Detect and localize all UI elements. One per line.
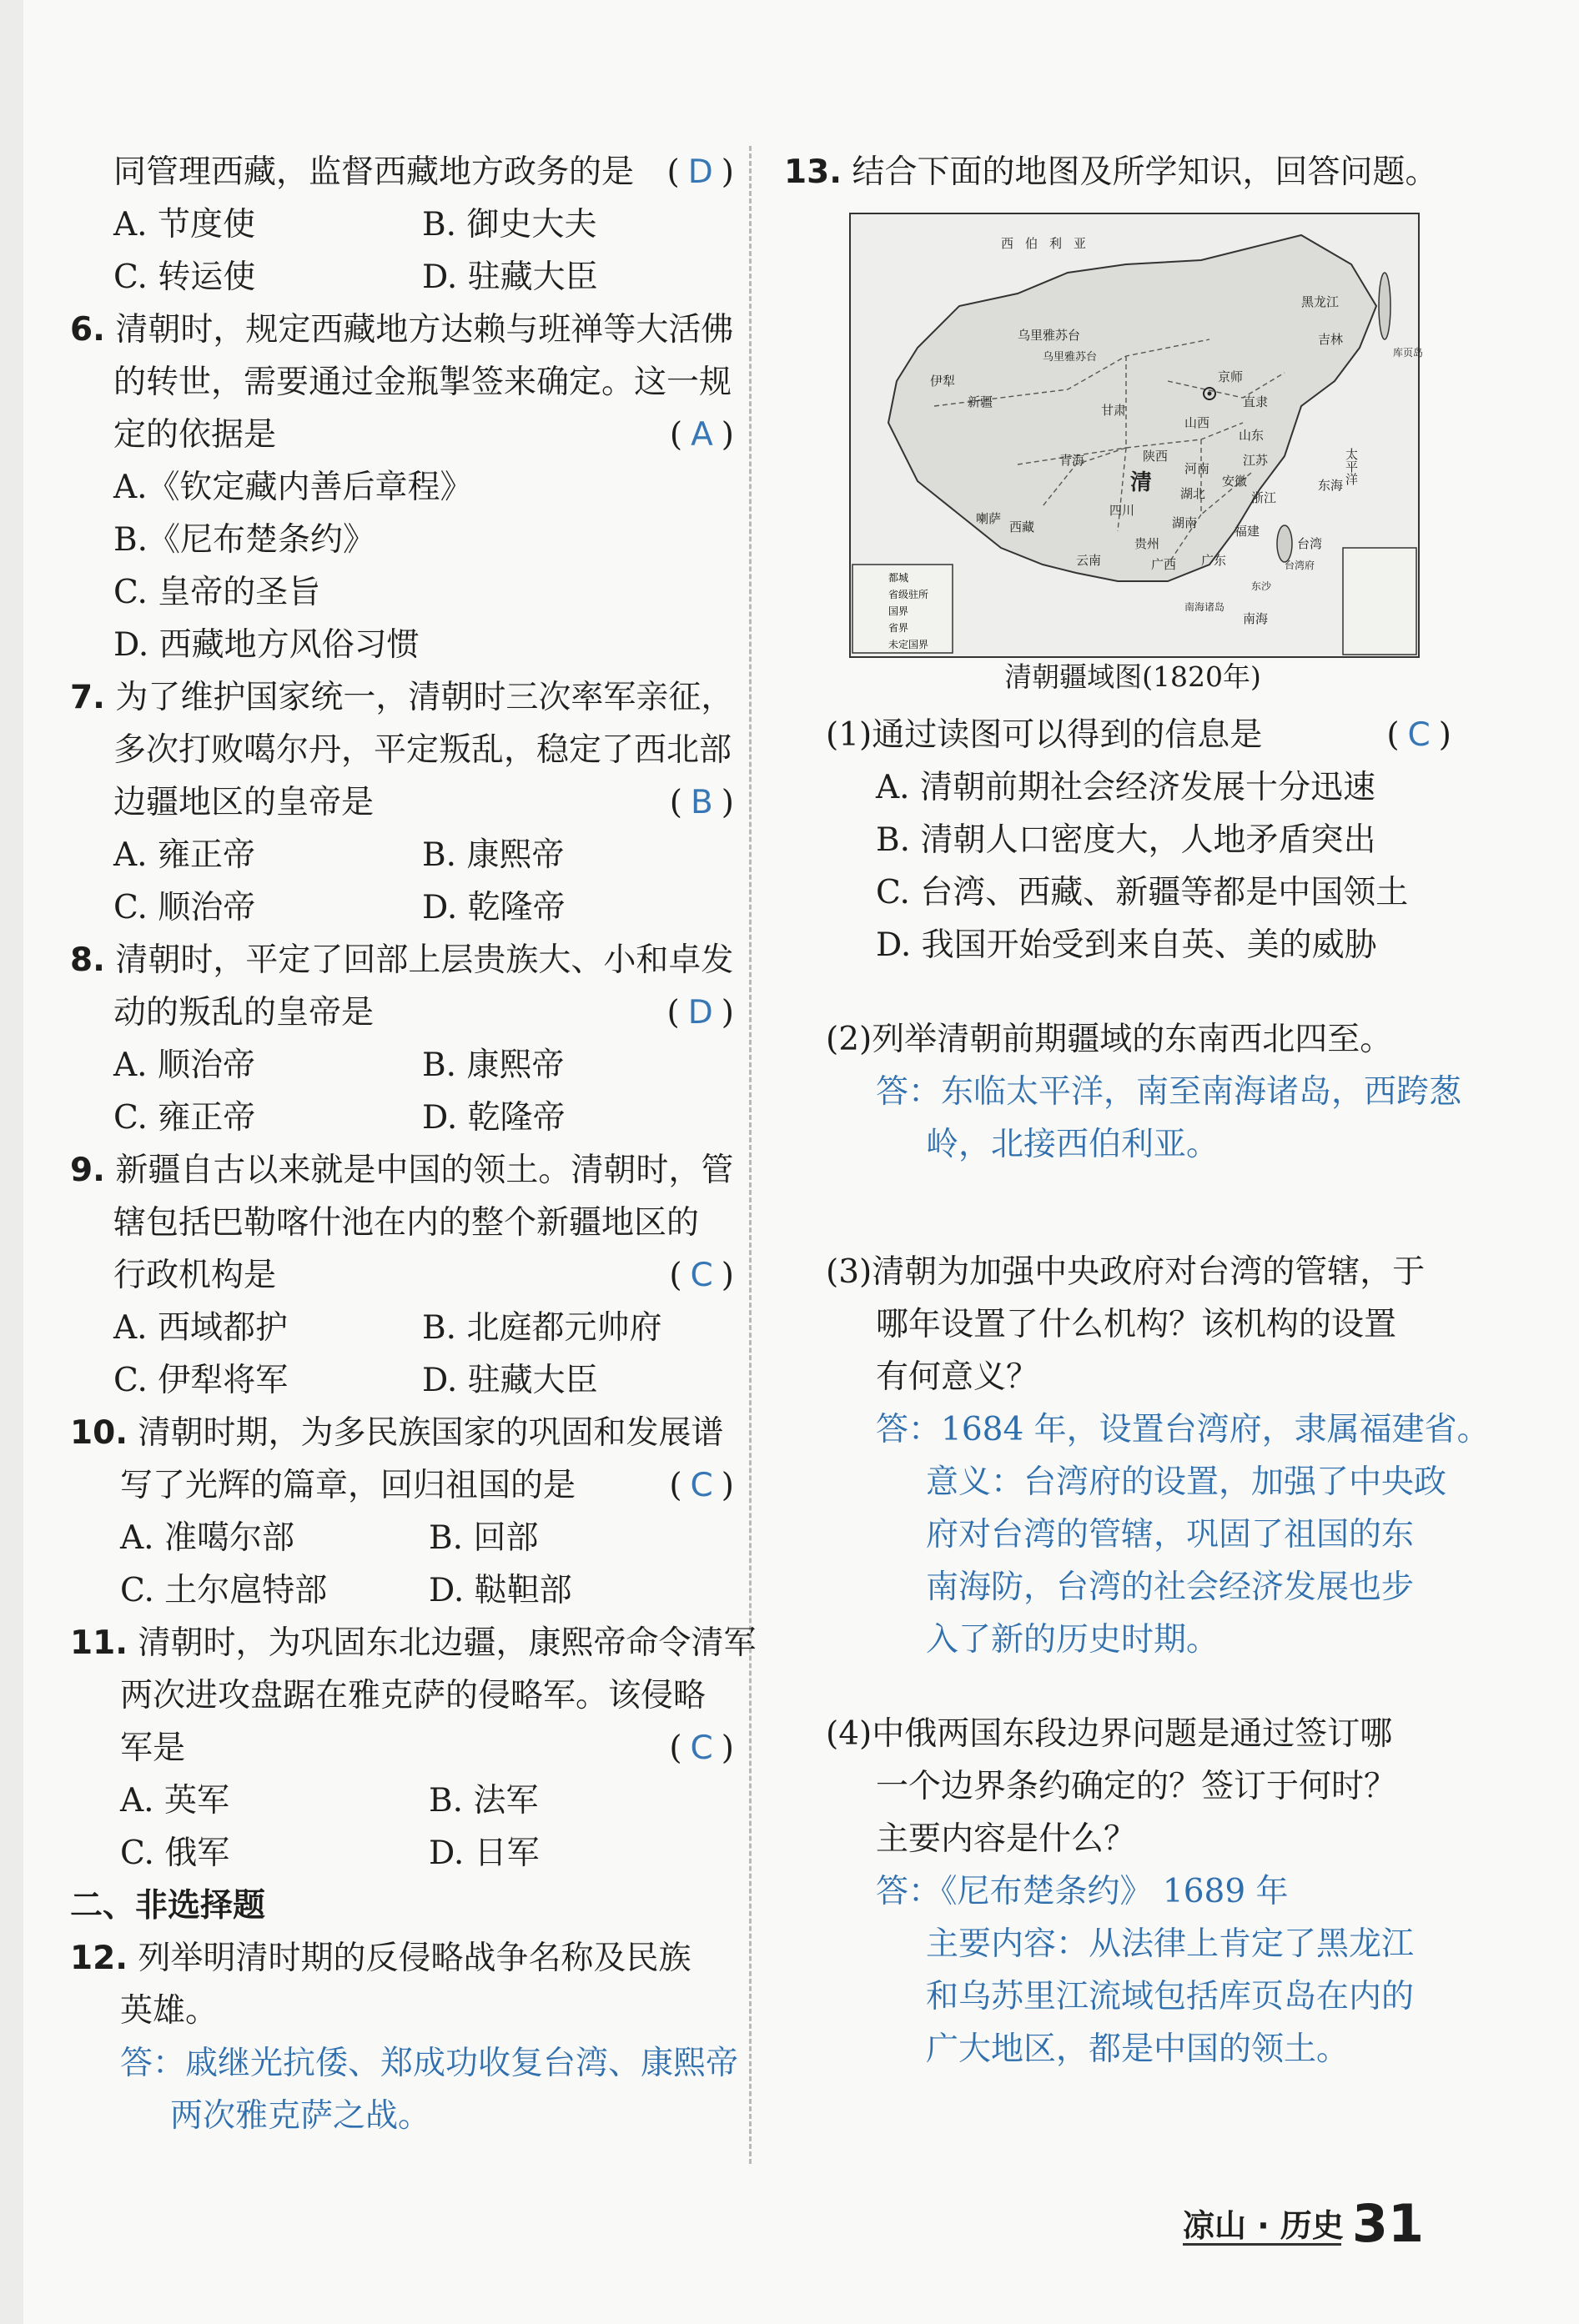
q8-line1 [70, 934, 734, 986]
option-a: A.《钦定藏内善后章程》 [113, 469, 473, 506]
q7-line3 [70, 776, 734, 829]
question-number: 6. [70, 311, 105, 349]
option-a: A. 准噶尔部 [120, 1519, 294, 1557]
q13-line [784, 146, 1451, 198]
q5-stem [70, 146, 734, 198]
s4-question-line2: 一个边界条约确定的？签订于何时？ [876, 1768, 1397, 1805]
option-d: D. 驻藏大臣 [422, 259, 598, 296]
answer-paren: ( A ) [669, 416, 734, 454]
map-label: 山东 [1239, 428, 1265, 443]
s3-question-line1: (3)清朝为加强中央政府对台湾的管辖，于 [826, 1253, 1426, 1291]
option-d: D. 日军 [429, 1835, 540, 1872]
answer-paren: ( D ) [666, 153, 734, 191]
q10-line1 [70, 1407, 734, 1459]
q11-line3 [70, 1722, 734, 1774]
footer-brand: 凉山 · 历史 [1183, 2207, 1344, 2244]
answer-letter: A [691, 416, 713, 454]
option-d: D. 乾隆帝 [422, 889, 566, 926]
s4-answer-line4: 广大地区，都是中国的领土。 [926, 2030, 1350, 2068]
map-label: 东海 [1318, 478, 1344, 493]
map-label: 甘肃 [1101, 403, 1127, 418]
question-text: 写了光辉的篇章，回归祖国的是 [120, 1467, 576, 1504]
q8-line2 [70, 986, 734, 1039]
option-c: C. 转运使 [113, 259, 256, 296]
q6-option-d [70, 619, 734, 671]
question-text: 军是 [120, 1729, 186, 1767]
map-caption: 清朝疆域图(1820年) [1004, 660, 1261, 693]
map-label: 库页岛 [1393, 347, 1424, 359]
map-label: 江苏 [1243, 453, 1269, 468]
map-label: 太平洋 [1344, 448, 1359, 485]
q9-options-row1 [70, 1302, 734, 1354]
map-label: 台湾府 [1285, 560, 1315, 571]
option-c: C. 皇帝的圣旨 [113, 574, 321, 611]
map-label: 河南 [1184, 461, 1210, 476]
option-c: C. 伊犁将军 [113, 1362, 289, 1399]
q11-options-row1 [70, 1774, 734, 1827]
q7-line2 [70, 724, 734, 776]
option-d: D. 驻藏大臣 [422, 1362, 598, 1399]
map-label: 伊犁 [930, 374, 956, 389]
q7-line1 [70, 671, 734, 724]
map-label: 四川 [1109, 503, 1135, 518]
map-label: 安徽 [1222, 474, 1248, 489]
legend-border: 国界 [888, 605, 909, 617]
question-text: 边疆地区的皇帝是 [113, 784, 375, 821]
option-b: B.《尼布楚条约》 [113, 521, 376, 559]
question-text: 结合下面的地图及所学知识，回答问题。 [852, 153, 1438, 191]
answer-letter: C [690, 1257, 713, 1294]
s4-question-line3: 主要内容是什么？ [876, 1820, 1137, 1858]
option-a: A. 英军 [120, 1782, 229, 1820]
q12-line1 [70, 1932, 734, 1985]
map-label: 京师 [1218, 369, 1244, 384]
question-text: 两次进攻盘踞在雅克萨的侵略军。该侵略 [120, 1677, 707, 1714]
s1-option-a: A. 清朝前期社会经济发展十分迅速 [876, 769, 1375, 806]
qing-territory-map [849, 213, 1424, 658]
map-label: 浙江 [1251, 490, 1277, 505]
legend-capital: 都城 [888, 572, 909, 584]
kuye-island [1379, 273, 1390, 339]
question-text: 的转世，需要通过金瓶掣签来确定。这一规 [113, 364, 732, 401]
left-column [70, 146, 757, 2142]
option-b: B. 北庭都元帅府 [422, 1309, 662, 1347]
question-text: 清朝时，为巩固东北边疆，康熙帝命令清军 [138, 1624, 757, 1662]
question-text: 列举明清时期的反侵略战争名称及民族 [138, 1940, 691, 1977]
map-label: 清 [1130, 470, 1153, 495]
question-text: 为了维护国家统一，清朝时三次率军亲征， [115, 679, 734, 716]
option-b: B. 法军 [429, 1782, 539, 1820]
q10-options-row2 [70, 1564, 734, 1617]
option-b: B. 康熙帝 [422, 1047, 565, 1084]
s1-option-d: D. 我国开始受到来自英、美的威胁 [876, 926, 1377, 964]
s1-option-c: C. 台湾、西藏、新疆等都是中国领土 [876, 874, 1409, 911]
map-label: 湖南 [1172, 515, 1198, 530]
option-a: A. 节度使 [113, 206, 255, 243]
question-text: 清朝时期，为多民族国家的巩固和发展谱 [138, 1414, 724, 1452]
s2-answer-line1: 答：东临太平洋，南至南海诸岛，西跨葱 [876, 1073, 1462, 1111]
answer-letter: C [1407, 716, 1431, 754]
map-label: 西伯利亚 [1001, 236, 1099, 251]
s1-option-b: B. 清朝人口密度大，人地矛盾突出 [876, 821, 1376, 859]
q8-options-row1 [70, 1039, 734, 1092]
answer-letter: D [687, 153, 713, 191]
q6-option-b [70, 514, 734, 566]
page-number: 31 [1351, 2193, 1425, 2254]
s4-answer-line1: 答：《尼布楚条约》 1689 年 [876, 1873, 1289, 1910]
q12-answer-line1: 答：戚继光抗倭、郑成功收复台湾、康熙帝 [120, 2045, 739, 2082]
question-text: 定的依据是 [113, 416, 277, 454]
page-edge [0, 0, 23, 2324]
q6-option-a [70, 461, 734, 514]
option-d: D. 西藏地方风俗习惯 [113, 626, 420, 664]
q11-options-row2 [70, 1827, 734, 1880]
map-label: 湖北 [1180, 486, 1206, 501]
s3-answer-line5: 入了新的历史时期。 [926, 1621, 1219, 1659]
legend-prov-border: 省界 [888, 622, 909, 634]
map-label: 直隶 [1243, 394, 1269, 409]
question-text: (1)通过读图可以得到的信息是 [826, 716, 1263, 754]
s4-question-line1: (4)中俄两国东段边界问题是通过签订哪 [826, 1715, 1393, 1753]
option-b: B. 回部 [429, 1519, 539, 1557]
map-label: 乌里雅苏台 [1043, 351, 1098, 364]
map-svg [851, 214, 1424, 656]
question-text: 英雄。 [120, 1992, 219, 2030]
option-c: C. 土尔扈特部 [120, 1572, 328, 1609]
south-sea-inset [1343, 548, 1416, 655]
option-c: C. 顺治帝 [113, 889, 256, 926]
question-text: 清朝时，规定西藏地方达赖与班禅等大活佛 [115, 311, 734, 349]
q6-line1 [70, 304, 734, 356]
map-label: 乌里雅苏台 [1018, 328, 1081, 343]
question-number: 8. [70, 941, 105, 979]
question-number: 7. [70, 679, 105, 716]
map-label: 南海诸岛 [1184, 601, 1225, 613]
s4-answer-line3: 和乌苏里江流域包括库页岛在内的 [926, 1978, 1415, 2015]
question-number: 13. [784, 153, 842, 191]
q9-line3 [70, 1249, 734, 1302]
q6-line3 [70, 409, 734, 461]
q9-line2 [70, 1197, 734, 1249]
option-b: B. 御史大夫 [422, 206, 597, 243]
question-text: 行政机构是 [113, 1257, 277, 1294]
question-text: 动的叛乱的皇帝是 [113, 994, 375, 1031]
q6-line2 [70, 356, 734, 409]
q5-options-row2 [70, 251, 734, 304]
s3-answer-line2: 意义：台湾府的设置，加强了中央政 [926, 1463, 1447, 1501]
map-label: 新疆 [968, 394, 993, 409]
answer-paren: ( C ) [1386, 716, 1451, 754]
option-d: D. 乾隆帝 [422, 1099, 566, 1137]
answer-letter: C [690, 1467, 713, 1504]
q11-line1 [70, 1617, 757, 1669]
map-label: 吉林 [1318, 332, 1344, 347]
answer-paren: ( D ) [666, 994, 734, 1031]
question-number: 12. [70, 1940, 128, 1977]
q11-line2 [70, 1669, 734, 1722]
q9-line1 [70, 1144, 734, 1197]
map-label: 东沙 [1251, 580, 1272, 592]
map-label: 喇萨 [976, 511, 1002, 526]
spacer [784, 1171, 1451, 1246]
map-label: 青海 [1059, 453, 1085, 468]
map-label: 广东 [1201, 553, 1227, 568]
right-column [784, 146, 1451, 198]
map-label: 云南 [1076, 553, 1102, 568]
qing-territory-shape [888, 235, 1376, 581]
map-label: 陕西 [1143, 449, 1169, 464]
map-label: 西藏 [1009, 520, 1035, 535]
s2-answer-line2: 岭，北接西伯利亚。 [926, 1126, 1219, 1163]
question-number: 11. [70, 1624, 128, 1662]
question-text: 多次打败噶尔丹，平定叛乱，稳定了西北部 [113, 731, 732, 769]
map-label: 台湾 [1297, 536, 1323, 551]
answer-letter: B [691, 784, 713, 821]
s3-answer-line4: 南海防，台湾的社会经济发展也步 [926, 1569, 1415, 1606]
option-a: A. 雍正帝 [113, 836, 255, 874]
map-label: 福建 [1235, 524, 1260, 539]
q6-option-c [70, 566, 734, 619]
answer-paren: ( B ) [669, 784, 734, 821]
right-column-questions [784, 709, 1490, 2076]
q10-options-row1 [70, 1512, 734, 1564]
answer-letter: D [687, 994, 713, 1031]
option-d: D. 鞑靼部 [429, 1572, 572, 1609]
legend-undefined-border: 未定国界 [888, 639, 929, 650]
question-text: 同管理西藏，监督西藏地方政务的是 [113, 153, 635, 191]
s3-question-line2: 哪年设置了什么机构？该机构的设置 [876, 1306, 1397, 1343]
option-b: B. 康熙帝 [422, 836, 565, 874]
map-label: 广西 [1151, 557, 1177, 572]
column-divider [749, 146, 752, 2164]
question-text: 新疆自古以来就是中国的领土。清朝时，管 [115, 1152, 734, 1189]
footer-rule [1183, 2243, 1341, 2246]
q7-options-row1 [70, 829, 734, 881]
q12-answer-line2: 两次雅克萨之战。 [170, 2097, 431, 2135]
q7-options-row2 [70, 881, 734, 934]
legend-prov-seat: 省级驻所 [888, 589, 929, 600]
option-c: C. 雍正帝 [113, 1099, 256, 1137]
s2-question: (2)列举清朝前期疆域的东南西北四至。 [826, 1021, 1393, 1058]
q5-options-row1 [70, 198, 734, 251]
q10-line2 [70, 1459, 734, 1512]
q9-options-row2 [70, 1354, 734, 1407]
s3-answer-line1: 答：1684 年，设置台湾府，隶属福建省。 [876, 1411, 1490, 1448]
q8-options-row2 [70, 1092, 734, 1144]
question-number: 9. [70, 1152, 105, 1189]
map-label: 山西 [1184, 415, 1210, 430]
taiwan-island [1277, 525, 1292, 562]
s1-question [784, 709, 1451, 761]
q12-line2 [70, 1985, 734, 2037]
answer-letter: C [690, 1729, 713, 1767]
spacer [784, 971, 1451, 1013]
answer-paren: ( C ) [669, 1467, 734, 1504]
question-text: 清朝时，平定了回部上层贵族大、小和卓发 [115, 941, 734, 979]
s3-answer-line3: 府对台湾的管辖，巩固了祖国的东 [926, 1516, 1415, 1554]
capital-marker-dot [1208, 392, 1212, 396]
map-label: 黑龙江 [1301, 294, 1340, 309]
map-label: 南海 [1243, 611, 1269, 626]
answer-paren: ( C ) [669, 1729, 734, 1767]
option-a: A. 顺治帝 [113, 1047, 255, 1084]
spacer [784, 1666, 1451, 1708]
option-c: C. 俄军 [120, 1835, 230, 1872]
question-number: 10. [70, 1414, 128, 1452]
map-label: 贵州 [1134, 536, 1160, 551]
option-a: A. 西域都护 [113, 1309, 288, 1347]
s3-question-line3: 有何意义？ [876, 1358, 1039, 1396]
question-text: 辖包括巴勒喀什池在内的整个新疆地区的 [113, 1204, 700, 1242]
section-heading: 二、非选择题 [70, 1887, 266, 1925]
answer-paren: ( C ) [669, 1257, 734, 1294]
s4-answer-line2: 主要内容：从法律上肯定了黑龙江 [926, 1925, 1415, 1963]
